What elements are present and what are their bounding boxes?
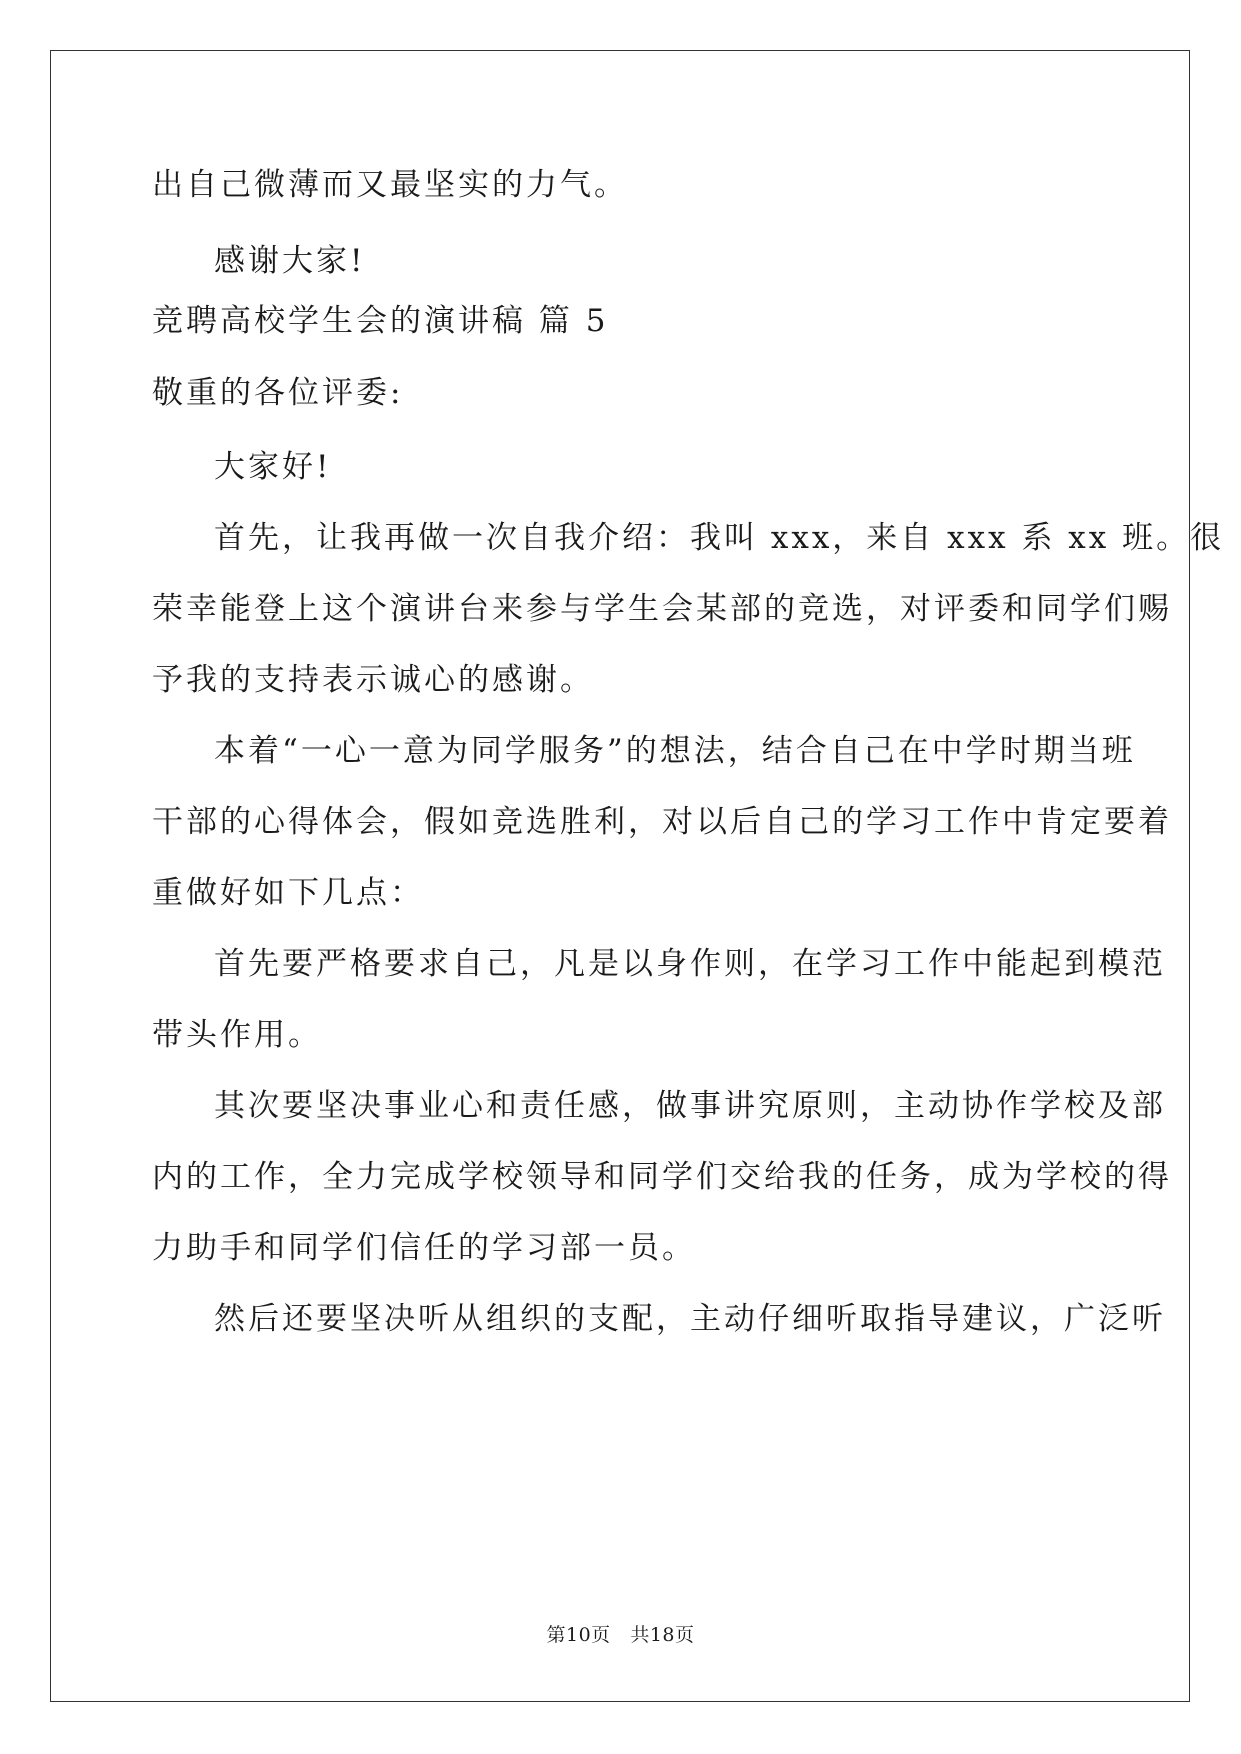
page-number: 第10页 (546, 1624, 611, 1646)
text-line: 其次要坚决事业心和责任感，做事讲究原则，主动协作学校及部 (214, 1088, 1166, 1124)
text-line: 力助手和同学们信任的学习部一员。 (152, 1230, 696, 1266)
text-line: 本着“一心一意为同学服务”的想法，结合自己在中学时期当班 (214, 733, 1136, 769)
section-heading: 竞聘高校学生会的演讲稿 篇 5 (152, 303, 609, 339)
text-line: 感谢大家! (214, 243, 366, 279)
text-line: 重做好如下几点： (152, 875, 424, 911)
text-line: 首先，让我再做一次自我介绍：我叫 xxx，来自 xxx 系 xx 班。很 (214, 520, 1225, 556)
page-footer (0, 1620, 1241, 1647)
text-line: 带头作用。 (152, 1017, 322, 1053)
text-line: 荣幸能登上这个演讲台来参与学生会某部的竞选，对评委和同学们赐 (152, 591, 1172, 627)
page-total: 共18页 (630, 1624, 695, 1646)
text-line: 然后还要坚决听从组织的支配，主动仔细听取指导建议，广泛听 (214, 1301, 1166, 1337)
text-line: 首先要严格要求自己，凡是以身作则，在学习工作中能起到模范 (214, 946, 1166, 982)
text-line: 出自己微薄而又最坚实的力气。 (152, 167, 628, 203)
text-line: 内的工作，全力完成学校领导和同学们交给我的任务，成为学校的得 (152, 1159, 1172, 1195)
salutation: 敬重的各位评委: (152, 375, 404, 411)
text-line: 干部的心得体会，假如竞选胜利，对以后自己的学习工作中肯定要着 (152, 804, 1172, 840)
text-line: 大家好! (214, 449, 332, 485)
text-line: 予我的支持表示诚心的感谢。 (152, 662, 594, 698)
